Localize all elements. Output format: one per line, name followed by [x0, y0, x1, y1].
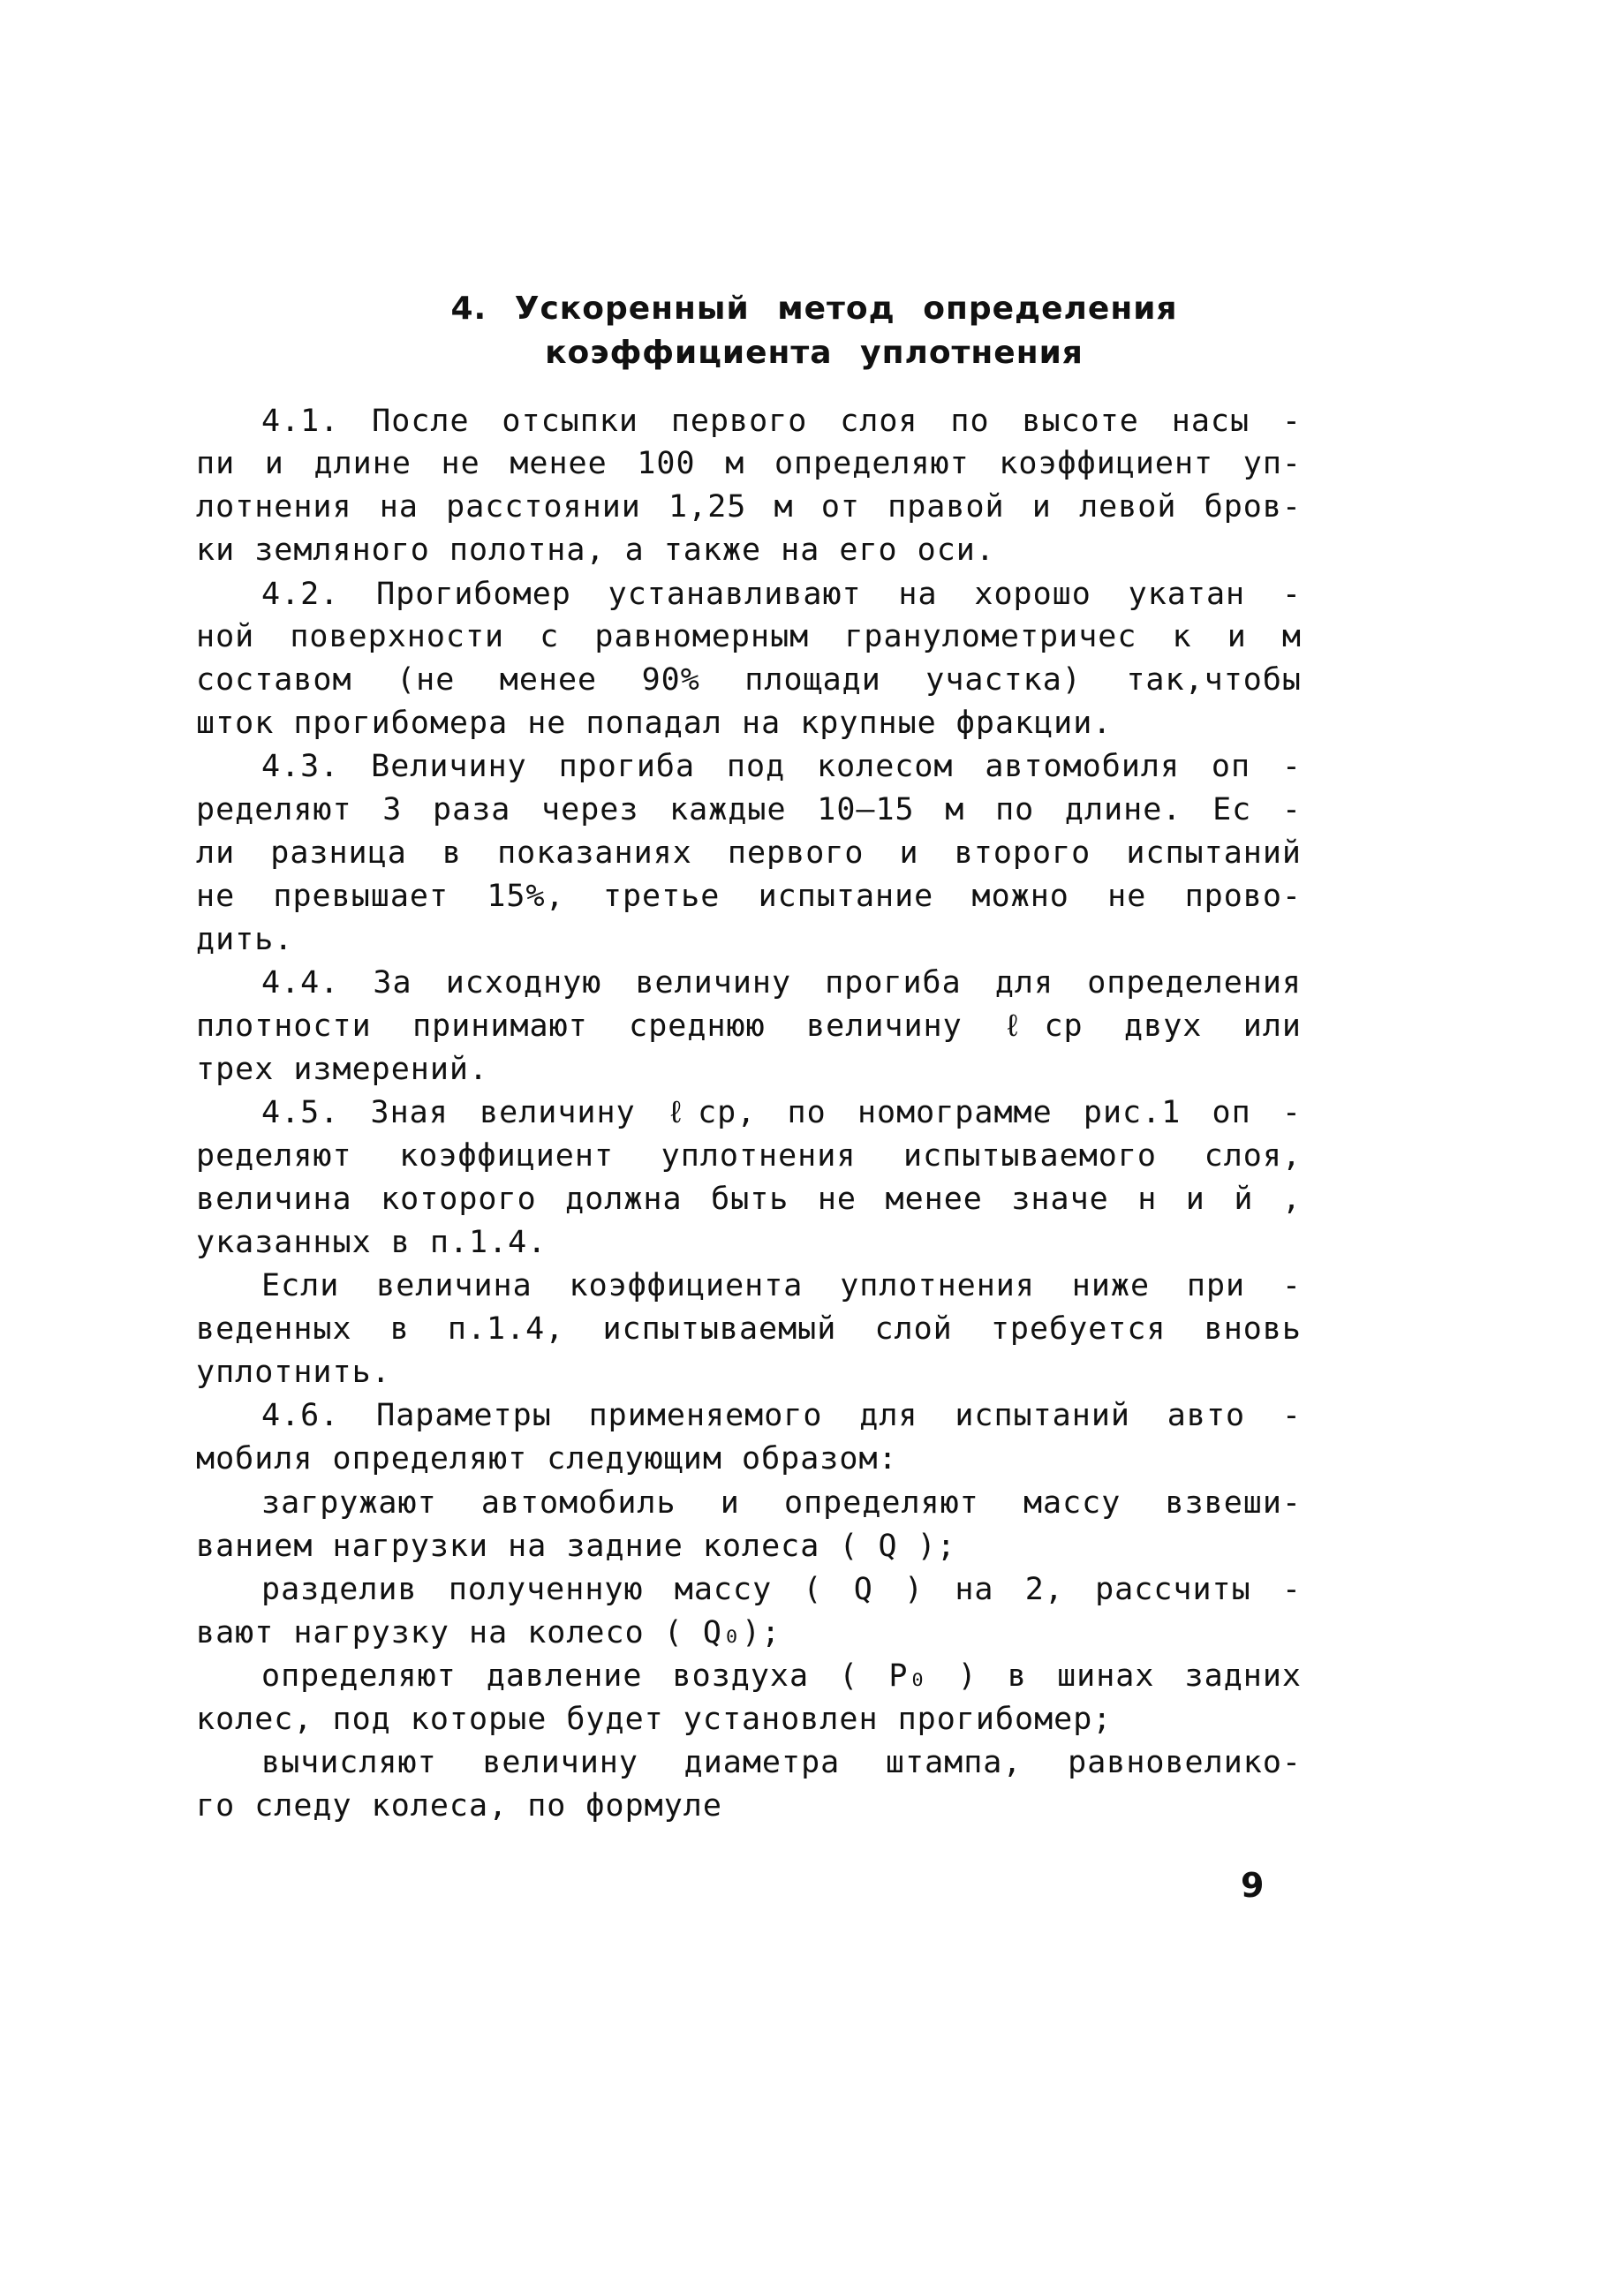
text-line: ки земляного полотна, а также на его оси. — [196, 532, 995, 568]
text-line: ли разница в показаниях первого и второго испытаний — [196, 835, 1302, 871]
text-line: разделив полученную массу ( Q ) на 2, рассчиты - — [261, 1572, 1302, 1607]
text-line: составом (не менее 90% площади участка) так,чтобы — [196, 662, 1302, 698]
text-line: шток прогибомера не попадал на крупные фракции. — [196, 706, 1113, 741]
text-line: ределяют 3 раза через каждые 10–15 м по длине. Ес - — [196, 792, 1302, 827]
text-line: дить. — [196, 922, 294, 957]
text-line: Если величина коэффициента уплотнения ниже при - — [261, 1268, 1302, 1303]
text-line: 4.2. Прогибомер устанавливают на хорошо укатан - — [261, 577, 1302, 612]
text-line: пи и длине не менее 100 м определяют коэффициент уп- — [196, 446, 1302, 481]
text-line: 4.4. За исходную величину прогиба для определения — [261, 965, 1302, 1001]
text-line: указанных в п.1.4. — [196, 1225, 548, 1260]
text-line: веденных в п.1.4, испытываемый слой требуется вновь — [196, 1311, 1302, 1347]
text-line: уплотнить. — [196, 1355, 391, 1390]
text-line: мобиля определяют следующим образом: — [196, 1441, 898, 1477]
text-line: ванием нагрузки на задние колеса ( Q ); — [196, 1529, 956, 1564]
text-line: трех измерений. — [196, 1052, 489, 1087]
page-number: 9 — [1241, 1866, 1265, 1905]
text-line: 4.5. Зная величину ℓср, по номограмме рис.1 оп - — [261, 1095, 1302, 1130]
text-line: 4.1. После отсыпки первого слоя по высоте насы - — [261, 404, 1302, 439]
text-line: ной поверхности с равномерным гранулометричес к и м — [196, 619, 1302, 654]
text-line: го следу колеса, по формуле — [196, 1788, 722, 1824]
text-line: вычисляют величину диаметра штампа, равновелико- — [261, 1745, 1302, 1780]
text-line: загружают автомобиль и определяют массу взвеши- — [261, 1485, 1302, 1521]
text-line: определяют давление воздуха ( P₀ ) в шинах задних — [261, 1658, 1302, 1694]
section-heading-line-2: коэффициента уплотнения — [545, 335, 1084, 371]
text-line: ределяют коэффициент уплотнения испытываемого слоя, — [196, 1138, 1302, 1174]
text-line: 4.3. Величину прогиба под колесом автомобиля оп - — [261, 749, 1302, 784]
text-line: 4.6. Параметры применяемого для испытаний авто - — [261, 1398, 1302, 1433]
text-line: колес, под которые будет установлен прогибомер; — [196, 1702, 1113, 1737]
text-line: не превышает 15%, третье испытание можно не прово- — [196, 879, 1302, 914]
text-line: лотнения на расстоянии 1,25 м от правой и левой бров- — [196, 489, 1302, 525]
text-line: вают нагрузку на колесо ( Q₀); — [196, 1615, 782, 1650]
section-heading-line-1: 4. Ускоренный метод определения — [450, 291, 1178, 327]
text-line: величина которого должна быть не менее значе н и й , — [196, 1182, 1302, 1217]
text-line: плотности принимают среднюю величину ℓср двух или — [196, 1008, 1302, 1044]
